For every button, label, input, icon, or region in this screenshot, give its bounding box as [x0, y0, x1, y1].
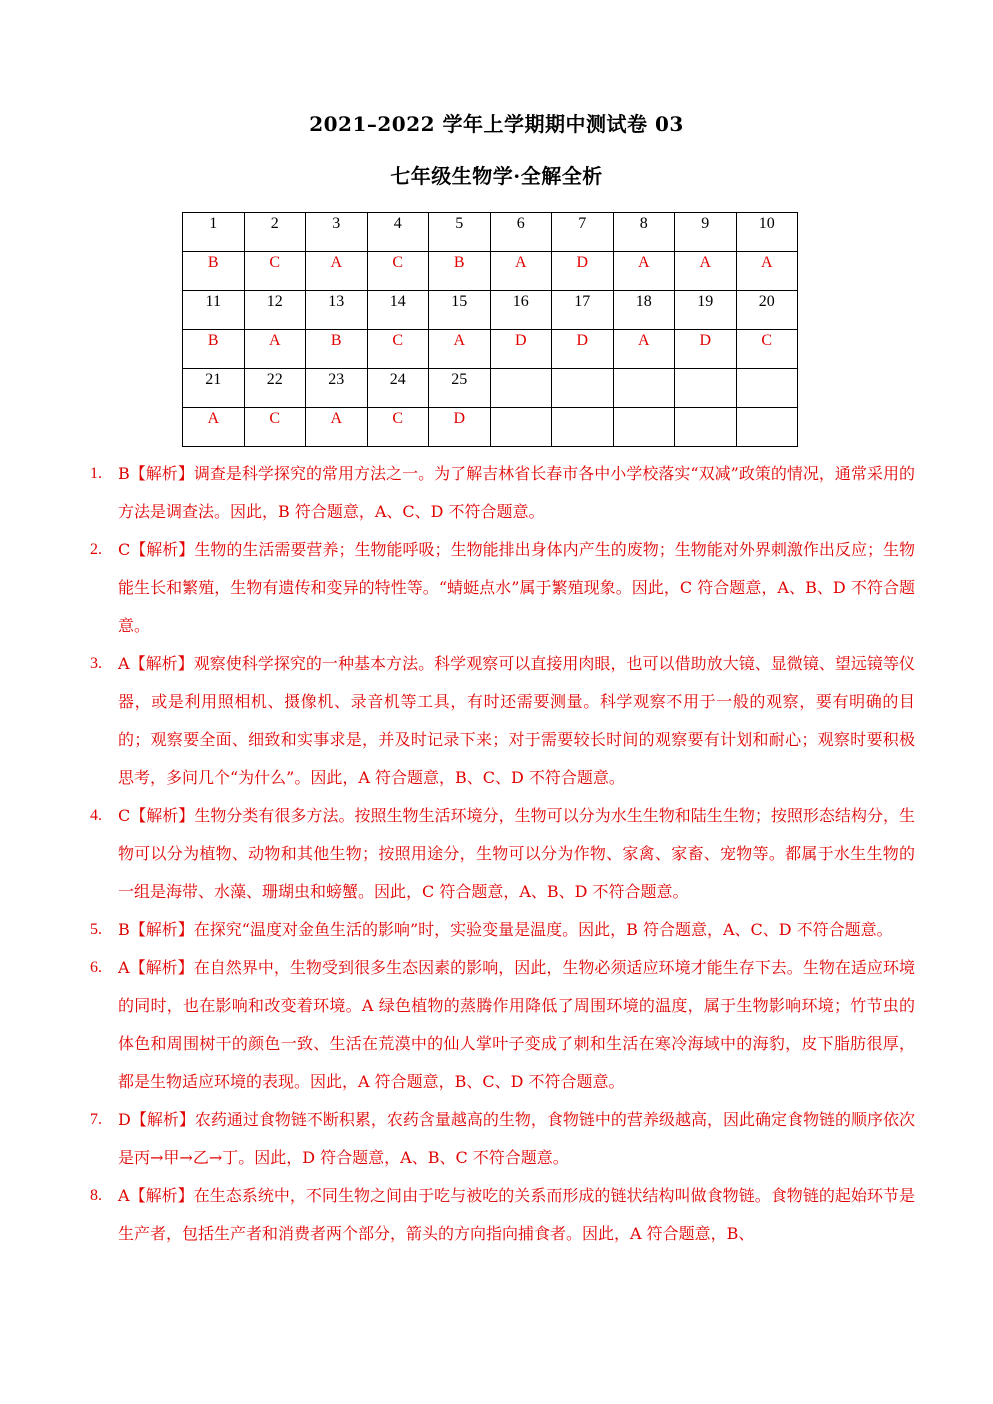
page-title: 2021–2022 学年上学期期中测试卷 03 [309, 112, 684, 136]
explanation-number: 8. [90, 1187, 102, 1204]
explanation-item [90, 911, 915, 949]
answer-cell: B [306, 330, 368, 369]
explanation-item [90, 531, 915, 645]
question-number-cell [552, 369, 614, 408]
explanation-item [90, 1101, 915, 1177]
question-number-cell: 11 [183, 291, 245, 330]
answer-cell: C [367, 330, 429, 369]
explanation-number: 6. [90, 959, 102, 976]
answer-cell [490, 408, 552, 447]
answer-row [183, 408, 798, 447]
explanation-text: C【解析】生物分类有很多方法。按照生物生活环境分，生物可以分为水生生物和陆生生物；按照形态结构分，生物可以分为植物、动物和其他生物；按照用途分，生物可以分为作物、家禽、家畜、宠物等。都属于水生生物的一组是海带、水藻、珊瑚虫和螃蟹。因此，C 符合题意，A、B、D 不符合题意。 [118, 806, 915, 901]
answer-cell: A [490, 252, 552, 291]
explanation-item [90, 645, 915, 797]
answer-cell: B [183, 330, 245, 369]
question-number-cell: 25 [429, 369, 491, 408]
answer-cell: C [736, 330, 798, 369]
question-number-cell: 1 [183, 213, 245, 252]
explanation-text: B【解析】在探究“温度对金鱼生活的影响”时，实验变量是温度。因此，B 符合题意，A、C、D 不符合题意。 [118, 920, 893, 939]
explanation-text: A【解析】在生态系统中，不同生物之间由于吃与被吃的关系而形成的链状结构叫做食物链。食物链的起始环节是生产者，包括生产者和消费者两个部分，箭头的方向指向捕食者。因此，A 符合题意，B、 [118, 1186, 915, 1243]
explanation-number: 4. [90, 807, 102, 824]
question-number-cell: 7 [552, 213, 614, 252]
question-number-cell: 12 [244, 291, 306, 330]
question-number-cell: 4 [367, 213, 429, 252]
question-number-cell: 19 [675, 291, 737, 330]
answer-cell: A [306, 408, 368, 447]
explanation-number: 7. [90, 1111, 102, 1128]
answer-cell: A [183, 408, 245, 447]
answer-cell: C [367, 408, 429, 447]
explanation-item [90, 949, 915, 1101]
answer-table [182, 212, 798, 447]
question-number-cell: 23 [306, 369, 368, 408]
question-number-cell [736, 369, 798, 408]
question-number-cell [613, 369, 675, 408]
answer-cell: D [675, 330, 737, 369]
answer-cell: D [429, 408, 491, 447]
answer-cell [552, 408, 614, 447]
explanation-item [90, 455, 915, 531]
question-number-cell: 16 [490, 291, 552, 330]
answer-row [183, 330, 798, 369]
answer-cell: A [306, 252, 368, 291]
question-number-cell [675, 369, 737, 408]
page-subtitle: 七年级生物学·全解全析 [390, 164, 603, 188]
answer-cell: C [367, 252, 429, 291]
question-number-cell: 14 [367, 291, 429, 330]
question-number-cell: 15 [429, 291, 491, 330]
explanation-number: 2. [90, 541, 102, 558]
explanation-item [90, 1177, 915, 1253]
question-number-row [183, 291, 798, 330]
explanation-number: 3. [90, 655, 102, 672]
answer-cell: A [244, 330, 306, 369]
explanation-text: C【解析】生物的生活需要营养；生物能呼吸；生物能排出身体内产生的废物；生物能对外界刺激作出反应；生物能生长和繁殖，生物有遗传和变异的特性等。“蜻蜓点水”属于繁殖现象。因此，C 符合题意，A、B、D 不符合题意。 [118, 540, 915, 635]
answer-cell: A [613, 330, 675, 369]
question-number-row [183, 213, 798, 252]
answer-row [183, 252, 798, 291]
question-number-cell [490, 369, 552, 408]
question-number-cell: 22 [244, 369, 306, 408]
question-number-cell: 2 [244, 213, 306, 252]
answer-cell [675, 408, 737, 447]
explanation-text: D【解析】农药通过食物链不断积累，农药含量越高的生物，食物链中的营养级越高，因此确定食物链的顺序依次是丙→甲→乙→丁。因此，D 符合题意，A、B、C 不符合题意。 [118, 1110, 915, 1167]
answer-cell: A [429, 330, 491, 369]
question-number-cell: 6 [490, 213, 552, 252]
answer-cell [736, 408, 798, 447]
question-number-cell: 21 [183, 369, 245, 408]
question-number-cell: 3 [306, 213, 368, 252]
question-number-cell: 5 [429, 213, 491, 252]
question-number-cell: 13 [306, 291, 368, 330]
question-number-cell: 10 [736, 213, 798, 252]
explanation-number: 1. [90, 465, 102, 482]
question-number-cell: 24 [367, 369, 429, 408]
explanation-text: B【解析】调查是科学探究的常用方法之一。为了解吉林省长春市各中小学校落实“双减”政策的情况，通常采用的方法是调查法。因此，B 符合题意，A、C、D 不符合题意。 [118, 464, 915, 521]
answer-cell: D [552, 252, 614, 291]
answer-cell [613, 408, 675, 447]
question-number-row [183, 369, 798, 408]
question-number-cell: 18 [613, 291, 675, 330]
question-number-cell: 17 [552, 291, 614, 330]
answer-cell: A [736, 252, 798, 291]
question-number-cell: 8 [613, 213, 675, 252]
answer-cell: C [244, 252, 306, 291]
answer-cell: B [429, 252, 491, 291]
explanation-number: 5. [90, 921, 102, 938]
answer-cell: C [244, 408, 306, 447]
explanation-item [90, 797, 915, 911]
answer-cell: D [552, 330, 614, 369]
explanation-list [90, 455, 915, 1253]
answer-cell: A [613, 252, 675, 291]
answer-cell: B [183, 252, 245, 291]
answer-cell: A [675, 252, 737, 291]
answer-cell: D [490, 330, 552, 369]
question-number-cell: 20 [736, 291, 798, 330]
question-number-cell: 9 [675, 213, 737, 252]
explanation-text: A【解析】在自然界中，生物受到很多生态因素的影响，因此，生物必须适应环境才能生存下去。生物在适应环境的同时，也在影响和改变着环境。A 绿色植物的蒸腾作用降低了周围环境的温度，属于生物影响环境；竹节虫的体色和周围树干的颜色一致、生活在荒漠中的仙人掌叶子变成了刺和生活在寒冷海域中的海豹，皮下脂肪很厚，都是生物适应环境的表现。因此，A 符合题意，B、C、D 不符合题意。 [118, 958, 915, 1091]
explanation-text: A【解析】观察使科学探究的一种基本方法。科学观察可以直接用肉眼，也可以借助放大镜、显微镜、望远镜等仪器，或是利用照相机、摄像机、录音机等工具，有时还需要测量。科学观察不用于一般的观察，要有明确的目的；观察要全面、细致和实事求是，并及时记录下来；对于需要较长时间的观察要有计划和耐心；观察时要积极思考，多问几个“为什么”。因此，A 符合题意，B、C、D 不符合题意。 [118, 654, 915, 787]
